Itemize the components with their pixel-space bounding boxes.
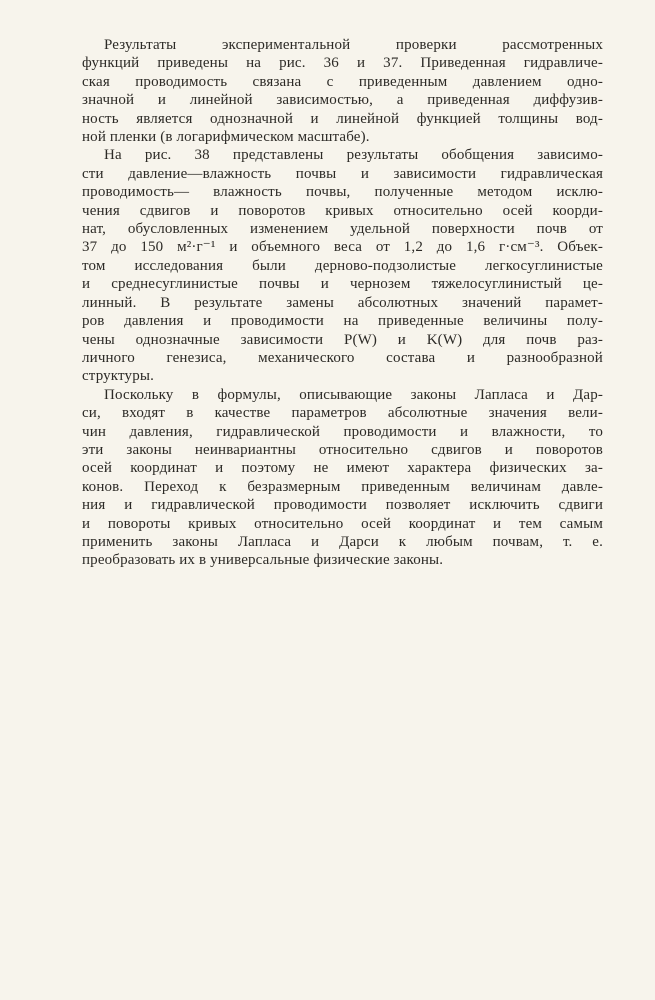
text-line: сти давление—влажность почвы и зависимости гидравлическая [82,165,603,182]
text-line: Результаты экспериментальной проверки рассмотренных [104,37,603,53]
text-line: преобразовать их в универсальные физические законы. [82,552,444,569]
text-line: ной пленки (в логарифмическом масштабе). [82,129,370,146]
text-line: нат, обусловленных изменением удельной поверхности почв от [82,221,603,238]
paragraph-2 [82,146,603,385]
paragraph-1 [82,36,603,146]
text-line: проводимость— влажность почвы, полученные методом исклю- [82,184,603,201]
text-line: том исследования были дерново-подзолистые легкосуглинистые [82,257,603,274]
text-line: ность является однозначной и линейной функцией толщины вод- [82,110,603,127]
text-line: чения сдвигов и поворотов кривых относительно осей коорди- [82,202,603,219]
body-text [82,36,603,570]
text-line: 37 до 150 м²·г⁻¹ и объемного веса от 1,2 до 1,6 г·см⁻³. Объек- [82,239,603,256]
text-line: ров давления и проводимости на приведенные величины полу- [82,313,603,330]
text-line: Поскольку в формулы, описывающие законы Лапласа и Дар- [104,386,603,403]
text-line: ская проводимость связана с приведенным давлением одно- [82,73,603,90]
text-line: структуры. [82,368,154,385]
text-line: На рис. 38 представлены результаты обобщения зависимо- [104,147,603,164]
text-line: чены однозначные зависимости P(W) и K(W) для почв раз- [82,331,603,348]
text-line: эти законы неинвариантны относительно сдвигов и поворотов [82,441,603,458]
text-line: линный. В результате замены абсолютных значений парамет- [82,294,603,311]
text-line: осей координат и поэтому не имеют характера физических за- [82,460,603,477]
text-line: чин давления, гидравлической проводимости и влажности, то [82,423,603,440]
paragraph-3 [82,386,603,570]
text-line: и повороты кривых относительно осей координат и тем самым [82,515,603,532]
text-line: конов. Переход к безразмерным приведенным величинам давле- [82,478,603,495]
text-line: и среднесуглинистые почвы и чернозем тяжелосуглинистый це- [82,276,603,293]
text-line: функций приведены на рис. 36 и 37. Приведенная гидравличе- [82,55,603,72]
text-line: применить законы Лапласа и Дарси к любым почвам, т. е. [82,533,603,550]
text-line: значной и линейной зависимостью, а приведенная диффузив- [82,92,603,109]
text-line: си, входят в качестве параметров абсолютные значения вели- [82,405,603,422]
text-line: личного генезиса, механического состава и разнообразной [82,349,603,366]
text-line: ния и гидравлической проводимости позволяет исключить сдвиги [82,497,603,514]
